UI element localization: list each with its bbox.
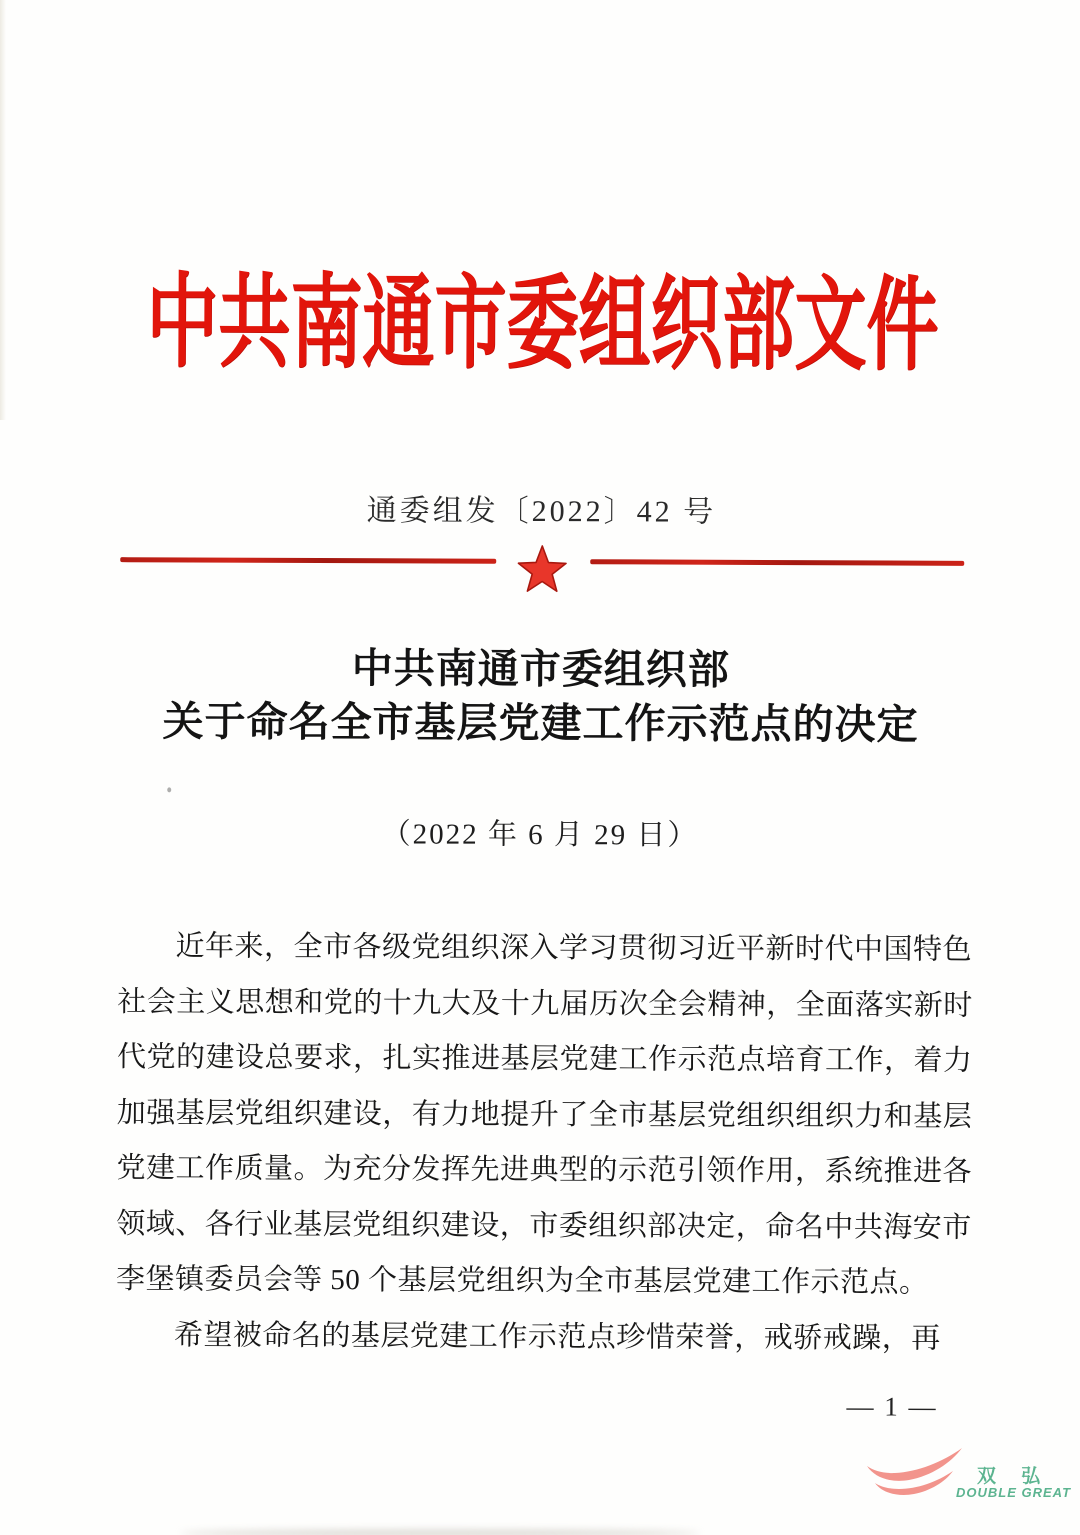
document-title (0, 640, 1080, 753)
body-line: 希望被命名的基层党建工作示范点珍惜荣誉，戒骄戒躁，再 (173, 1318, 941, 1355)
document-number: 通委组发〔2022〕42 号 (366, 494, 717, 529)
watermark-chinese-text: 双 弘 (977, 1466, 1051, 1487)
scan-bottom-shadow (180, 1530, 700, 1535)
body-line: 代党的建设总要求，扎实推进基层党建工作示范点培育工作，着力 (116, 1041, 973, 1077)
red-star-icon (514, 544, 570, 603)
scan-speck (167, 787, 171, 792)
document-body (116, 919, 973, 1367)
watermark-english-text: DOUBLE GREAT (956, 1485, 1072, 1500)
body-line: 近年来，全市各级党组织深入学习贯彻习近平新时代中国特色 (175, 930, 973, 966)
swoosh-bird-icon (865, 1447, 965, 1504)
body-line: 领域、各行业基层党组织建设，市委组织部决定，命名中共海安市 (116, 1207, 972, 1244)
page-number: — 1 — (846, 1391, 938, 1422)
body-line: 社会主义思想和党的十九大及十九届历次全会精神，全面落实新时 (117, 985, 973, 1022)
body-line: 李堡镇委员会等 50 个基层党组织为全市基层党建工作示范点。 (116, 1263, 929, 1299)
separator-line-right (590, 559, 964, 566)
document-title-line1: 中共南通市委组织部 (351, 645, 730, 693)
document-title-line2: 关于命名全市基层党建工作示范点的决定 (162, 698, 919, 748)
double-great-watermark (855, 1443, 1072, 1507)
body-line: 加强基层党组织建设，有力地提升了全市基层党组织组织力和基层 (116, 1096, 973, 1133)
red-header-title: 中共南通市委组织部文件 (146, 266, 939, 384)
document-date: （2022 年 6 月 29 日） (381, 818, 699, 852)
separator-line-left (120, 557, 496, 564)
red-separator (120, 555, 964, 619)
body-line: 党建工作质量。为充分发挥先进典型的示范引领作用，系统推进各 (116, 1152, 973, 1188)
